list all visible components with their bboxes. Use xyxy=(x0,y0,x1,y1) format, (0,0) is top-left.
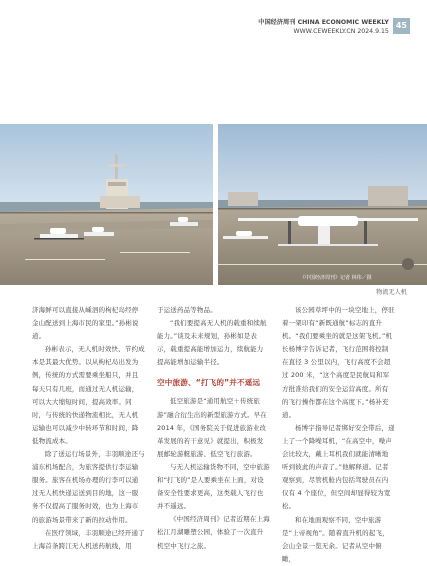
paragraph: 济海鲜可以直接从嵊泗的枸杞岛经停金山配送到上海市民的家里。”孙彬说道。 xyxy=(32,306,139,341)
magazine-website: WWW.CEWEEKLY.CN xyxy=(293,28,356,35)
magazine-name-cn: 中国经济周刊 xyxy=(258,19,296,26)
paragraph: 《中国经济周刊》记者近期在上海松江月湖雕塑公园，体验了一次直升机空中飞行之旅。 xyxy=(157,515,270,550)
paragraph: 与无人机运输货物不同，空中旅游和“打飞的”是人要乘坐在上面，对设备安全性要求更高，这类载人飞行也并不遥远。 xyxy=(157,462,270,511)
header-text xyxy=(258,18,389,36)
page-number-badge: 45 xyxy=(393,18,410,34)
magazine-name-en: CHINA ECONOMIC WEEKLY xyxy=(297,19,389,26)
drone-photo-right-illustration xyxy=(218,124,427,285)
paragraph: 低空旅游是“通用航空＋传统旅游”融合衍生出的新型旅游方式。早在 2014 年，《国务院关于促进旅游业改革发展的若干意见》就提出，积极发展邮轮游艇旅游、低空飞行旅游。 xyxy=(157,397,267,458)
paragraph: 该公园草坪中的一块空地上，停驻着一架印有“新既通航”标志的直升机。“我们要乘坐的就是这架飞机。”机长杨博宇告诉记者，飞行范围将控制在直径 3 公里以内，飞行高度不会超过 200 米，“这个高度是民航局和军方批准给我们的安全运营高度。所有的飞行操作都在这个高度下。”杨补充道。 xyxy=(282,306,395,419)
paragraph: “我们要提高无人机的载重和续航能力。”谈及未来规划，孙彬如是表示，载重提高能增加运力，续航能力提高能增加运输半径。 xyxy=(157,319,267,367)
text-column-2 xyxy=(157,304,270,553)
text-column-1 xyxy=(32,304,145,553)
paragraph: 在医疗领域，丰羽顺途已经开通了上海首条跨江无人机送药航线，用 xyxy=(32,528,145,550)
paragraph: 杨博宇指导记者绑好安全带后，递上了一个降噪耳机，“在高空中，噪声会比较大，戴上耳机我们就能清晰地听到彼此的声音了。”他解释道。记者观察到，尽管机舱内包括驾驶员在内仅有 4 个座位，但空间却显得较为宽松。 xyxy=(282,423,395,511)
drone-photo-left-illustration xyxy=(0,124,213,285)
section-heading: 空中旅游、“打飞的”并不遥远 xyxy=(157,378,261,388)
issue-date: 2024.9.15 xyxy=(357,28,389,35)
paragraph: 孙彬表示，无人机时效快、节约成本是其最大优势。以从枸杞岛出发为例，传统的方式需要乘坐船只，并且每天只有几班，而通过无人机运输，可以大大缩短时间，提高效率。同时，与传统的快递物流相比，无人机运输也可以减少中转环节和时间，降低物流成本。 xyxy=(32,345,145,445)
paragraph: 于运送药品等物品。 xyxy=(157,306,217,314)
page-header xyxy=(258,18,410,36)
photo-caption: 物流无人机 xyxy=(376,289,407,296)
magazine-title-line xyxy=(258,18,389,27)
paragraph: 和在地面观察不同，空中旅游是“上帝视角”。随着直升机的起飞，会山全景一览无余。记者从空中俯瞰， xyxy=(282,515,389,563)
magazine-meta-line xyxy=(258,27,389,36)
paragraph: 除了送运行场景外，丰羽顺途还与浦东机场配合，为旅客提供行李运输服务。旅客在机场办理的行李可以通过无人机快递运送到目的地，这一服务不仅提高了服务时效，也为上海市的旅游场景带来了新的拉动作用。 xyxy=(32,450,145,524)
photo-credit: 《中国经济周刊》记者 林伟／摄 xyxy=(300,275,372,281)
photo-drone-left xyxy=(0,124,213,285)
photo-drone-right xyxy=(218,124,427,285)
text-column-3 xyxy=(282,304,395,566)
